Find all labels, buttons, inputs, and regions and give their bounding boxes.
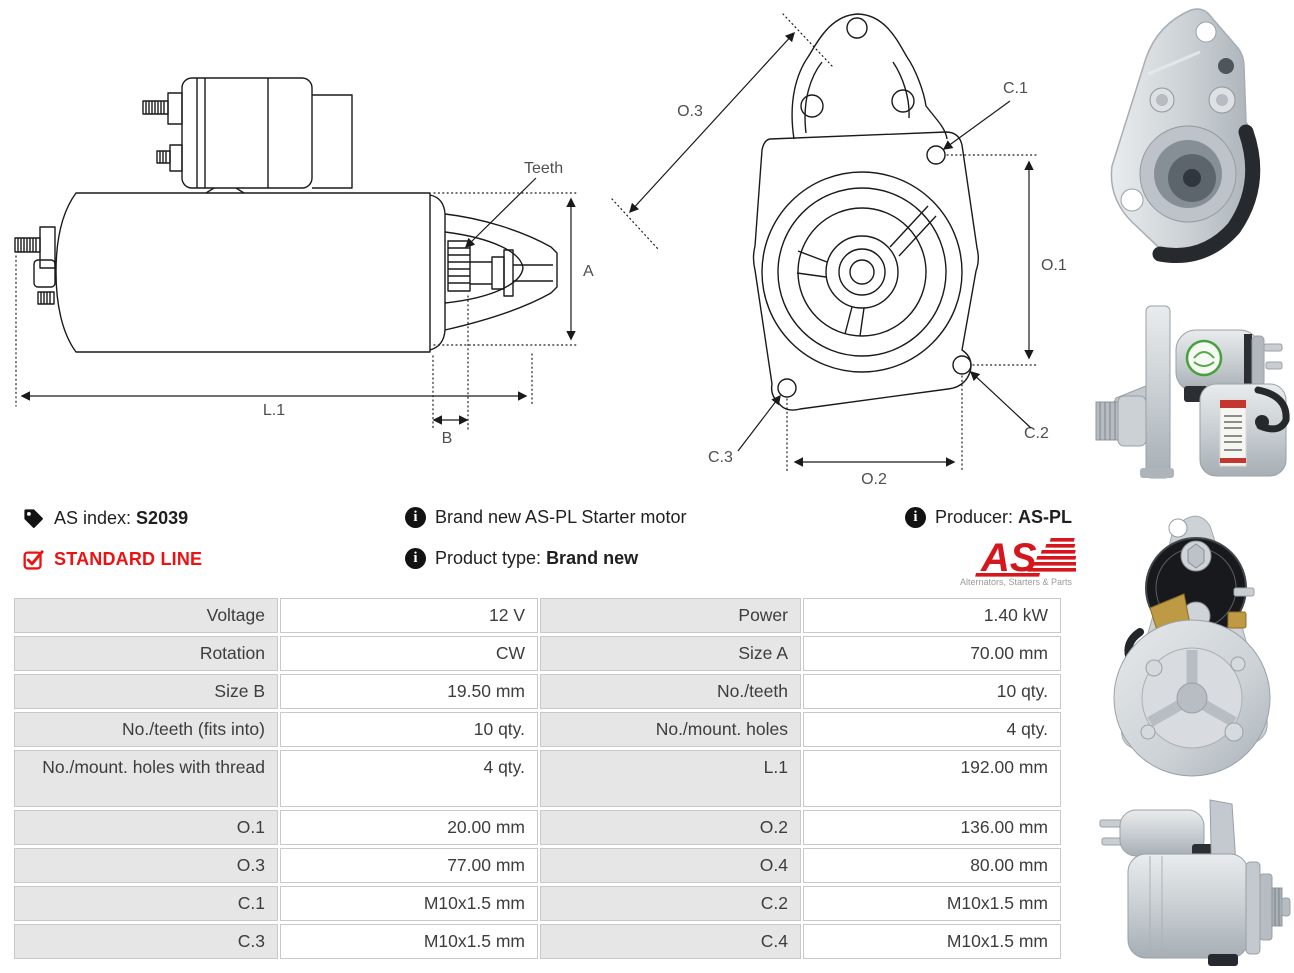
spec-label: O.1 — [14, 810, 278, 845]
product-type-row — [405, 548, 638, 569]
as-pl-logo-tagline: Alternators, Starters & Parts — [959, 577, 1073, 587]
product-photo-flange-view — [1088, 4, 1294, 300]
tag-icon — [22, 507, 45, 530]
spec-value: 19.50 mm — [280, 674, 538, 709]
info-icon: i — [905, 507, 926, 528]
spec-value: 136.00 mm — [803, 810, 1061, 845]
spec-value: CW — [280, 636, 538, 671]
spec-value: 20.00 mm — [280, 810, 538, 845]
standard-line-row — [22, 548, 202, 571]
spec-value: 1.40 kW — [803, 598, 1061, 633]
spec-value: 80.00 mm — [803, 848, 1061, 883]
spec-label: No./mount. holes with thread — [14, 750, 278, 807]
producer-value: AS-PL — [1018, 507, 1073, 527]
spec-label: O.3 — [14, 848, 278, 883]
spec-label: C.4 — [540, 924, 801, 959]
product-type-label: Product type: — [435, 548, 542, 568]
spec-label: L.1 — [540, 750, 801, 807]
spec-value: M10x1.5 mm — [803, 886, 1061, 921]
spec-table — [14, 598, 1061, 959]
spec-label: C.3 — [14, 924, 278, 959]
spec-label: No./mount. holes — [540, 712, 801, 747]
dim-o3-label: O.3 — [677, 103, 703, 120]
as-index-row — [22, 507, 188, 530]
spec-label: Size A — [540, 636, 801, 671]
product-type-value: Brand new — [546, 548, 639, 568]
dim-b-label: B — [441, 430, 453, 447]
spec-value: 4 qty. — [803, 712, 1061, 747]
producer-label: Producer: — [935, 507, 1014, 527]
spec-label: Rotation — [14, 636, 278, 671]
teeth-label: Teeth — [524, 160, 564, 177]
spec-value: 4 qty. — [280, 750, 538, 807]
spec-value: 192.00 mm — [803, 750, 1061, 807]
dim-o1-label: O.1 — [1041, 257, 1067, 274]
dim-c1-label: C.1 — [1003, 80, 1028, 97]
spec-label: Voltage — [14, 598, 278, 633]
product-photo-angled-view — [1090, 796, 1294, 973]
spec-value: M10x1.5 mm — [280, 924, 538, 959]
dim-c2-label: C.2 — [1024, 425, 1049, 442]
side-view-drawing — [15, 78, 594, 447]
spec-value: 77.00 mm — [280, 848, 538, 883]
spec-label: No./teeth (fits into) — [14, 712, 278, 747]
spec-value: 10 qty. — [803, 674, 1061, 709]
technical-drawings — [0, 0, 1080, 490]
brand-new-row — [405, 507, 686, 528]
spec-label: No./teeth — [540, 674, 801, 709]
spec-value: M10x1.5 mm — [803, 924, 1061, 959]
dim-o2-label: O.2 — [861, 471, 887, 488]
spec-label: O.4 — [540, 848, 801, 883]
dim-a-label: A — [583, 263, 594, 280]
product-photo-side-view — [1090, 300, 1294, 488]
front-view-drawing — [612, 14, 1067, 488]
spec-label: Power — [540, 598, 801, 633]
spec-value: 10 qty. — [280, 712, 538, 747]
spec-label: O.2 — [540, 810, 801, 845]
spec-value: M10x1.5 mm — [280, 886, 538, 921]
producer-row — [905, 507, 1072, 528]
as-index-label: AS index: — [54, 508, 132, 528]
dim-l1-label: L.1 — [262, 402, 286, 419]
as-index-value: S2039 — [136, 508, 189, 528]
info-icon: i — [405, 507, 426, 528]
spec-label: C.1 — [14, 886, 278, 921]
spec-label: C.2 — [540, 886, 801, 921]
brand-new-text: Brand new AS-PL Starter motor — [435, 507, 687, 527]
spec-value: 70.00 mm — [803, 636, 1061, 671]
checkbox-checked-icon — [22, 548, 45, 571]
standard-line-label: STANDARD LINE — [54, 549, 203, 569]
product-photo-rear-view — [1088, 492, 1294, 790]
as-pl-logo-text: AS — [981, 536, 1037, 580]
info-icon: i — [405, 548, 426, 569]
dim-c3-label: C.3 — [708, 449, 733, 466]
spec-label: Size B — [14, 674, 278, 709]
spec-value: 12 V — [280, 598, 538, 633]
as-pl-logo — [956, 533, 1076, 592]
